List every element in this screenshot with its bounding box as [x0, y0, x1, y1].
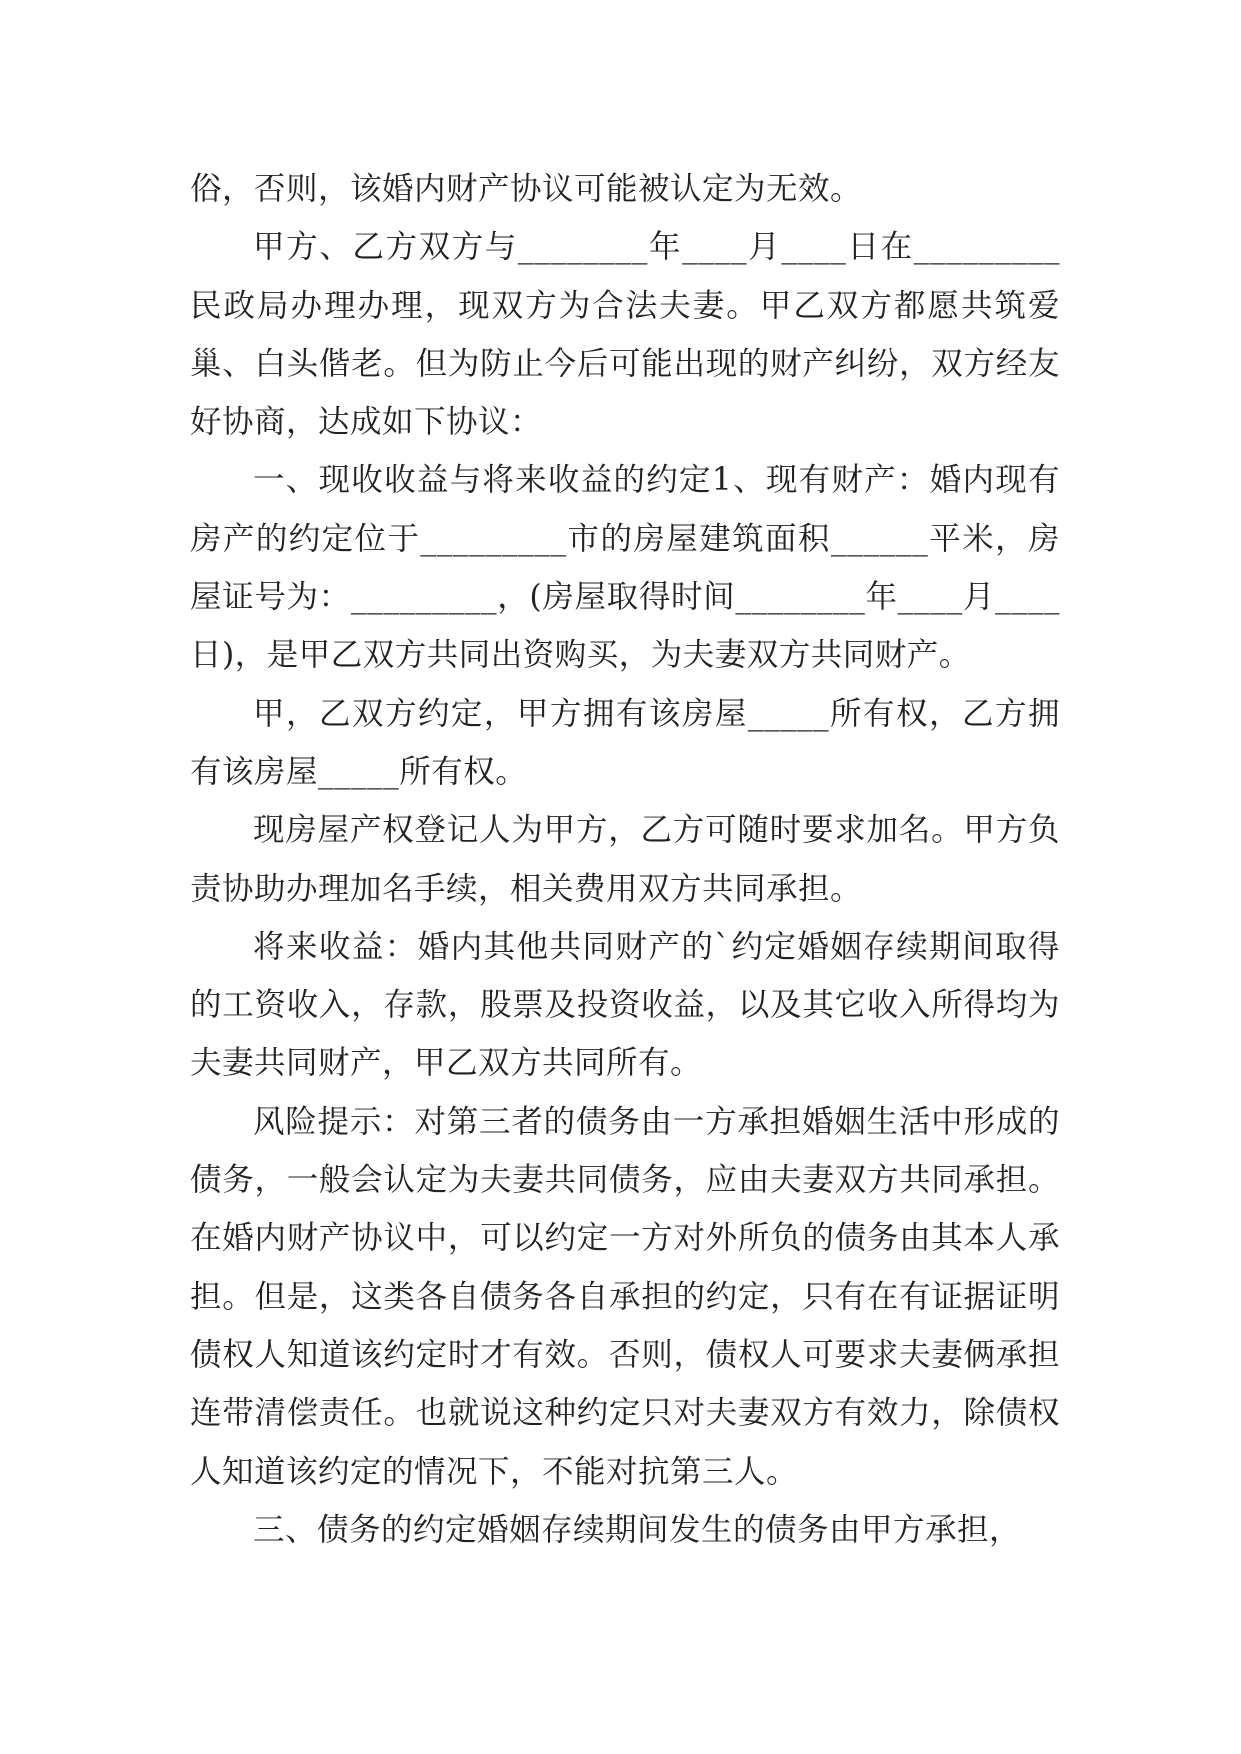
paragraph-future-income: 将来收益：婚内其他共同财产的`约定婚姻存续期间取得的工资收入，存款，股票及投资收益，以及其它收入所得均为夫妻共同财产，甲乙双方共同所有。 — [190, 928, 1060, 1082]
paragraph-continuation: 俗，否则，该婚内财产协议可能被认定为无效。 — [190, 171, 863, 207]
paragraph-debt-agreement: 三、债务的约定婚姻存续期间发生的债务由甲方承担， — [253, 1511, 1022, 1548]
paragraph-title-registration: 现房屋产权登记人为甲方，乙方可随时要求加名。甲方负责协助办理加名手续，相关费用双方共同承担。 — [190, 812, 1060, 907]
paragraph-existing-property: 一、现收收益与将来收益的约定1、现有财产：婚内现有房产的约定位于_________市的房屋建筑面积______平米，房屋证号为：_________，(房屋取得时间________年____月____日)，是甲乙双方共同出资购买，为夫妻双方共同财产。 — [190, 462, 1060, 674]
document-body — [190, 160, 1060, 1559]
paragraph-risk-notice: 风险提示：对第三者的债务由一方承担婚姻生活中形成的债务，一般会认定为夫妻共同债务，应由夫妻双方共同承担。在婚内财产协议中，可以约定一方对外所负的债务由其本人承担。但是，这类各自债务各自承担的约定，只有在有证据证明债权人知道该约定时才有效。否则，债权人可要求夫妻俩承担连带清偿责任。也就说这种约定只对夫妻双方有效力，除债权人知道该约定的情况下，不能对抗第三人。 — [190, 1103, 1060, 1490]
paragraph-ownership-shares: 甲，乙双方约定，甲方拥有该房屋_____所有权，乙方拥有该房屋_____所有权。 — [190, 695, 1060, 790]
paragraph-marriage-registration: 甲方、乙方双方与________年____月____日在_________民政局办理办理，现双方为合法夫妻。甲乙双方都愿共筑爱巢、白头偕老。但为防止今后可能出现的财产纠纷，双方经友好协商，达成如下协议： — [190, 229, 1060, 441]
